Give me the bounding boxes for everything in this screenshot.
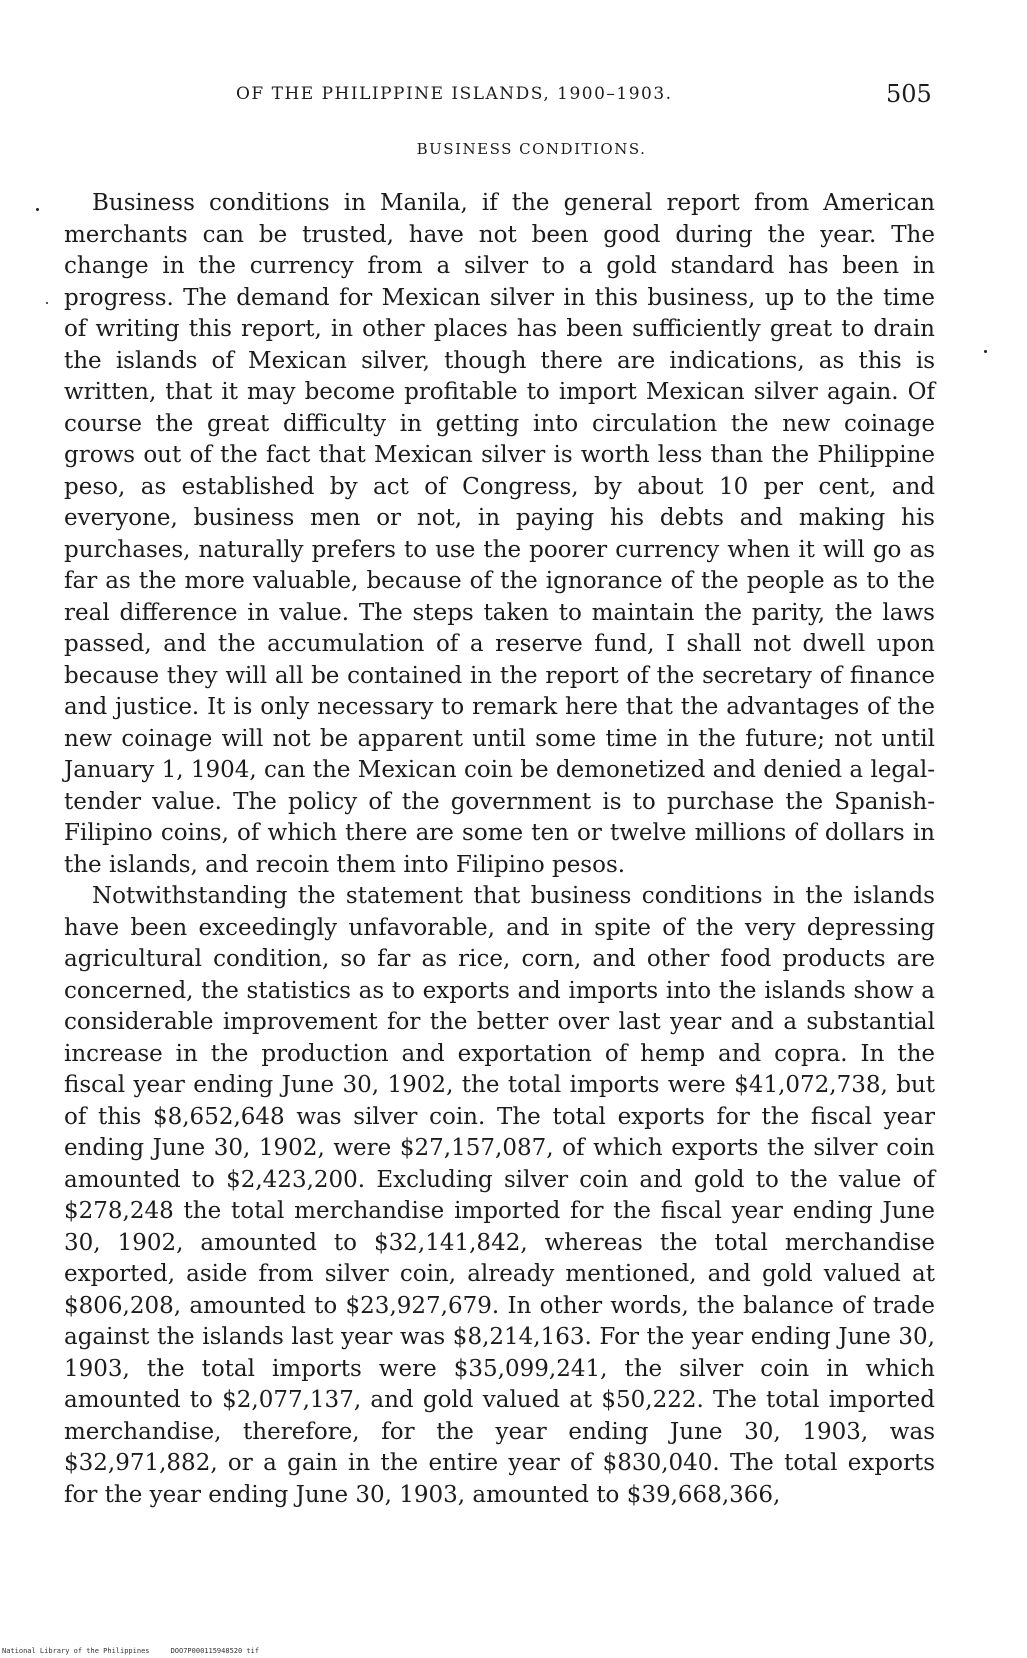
running-head (0, 80, 1027, 114)
section-heading: BUSINESS CONDITIONS. (416, 140, 647, 158)
scan-speck (984, 350, 987, 353)
paragraph-business-conditions: Business conditions in Manila, if the general report from American merchants can be trusted, have not been good during the year. The change in the currency from a silver to a gold standard has been in progress. The demand for Mexican silver in this business, up to the time of writing this report, in other places has been sufficiently great to drain the islands of Mexican silver, though there are indications, as this is written, that it may become profitable to import Mexican silver again. Of course the great difficulty in getting into circulation the new coinage grows out of the fact that Mexican silver is worth less than the Philippine peso, as established by act of Congress, by about 10 per cent, and everyone, business men or not, in paying his debts and making his purchases, naturally prefers to use the poorer currency when it will go as far as the more valuable, because of the ignorance of the people as to the real difference in value. The steps taken to maintain the parity, the laws passed, and the accumulation of a reserve fund, I shall not dwell upon because they will all be contained in the report of the secretary of finance and justice. It is only necessary to remark here that the advantages of the new coinage will not be apparent until some time in the future; not until January 1, 1904, can the Mexican coin be demonetized and denied a legal-tender value. The policy of the government is to purchase the Spanish-Filipino coins, of which there are some ten or twelve millions of dollars in the islands, and recoin them into Filipino pesos. (64, 190, 935, 878)
scan-speck (46, 302, 48, 304)
scan-speck (36, 208, 39, 211)
running-title: OF THE PHILIPPINE ISLANDS, 1900–1903. (236, 84, 673, 104)
paragraph-trade-statistics: Notwithstanding the statement that business conditions in the islands have been exceedingly unfavorable, and in spite of the very depressing agricultural condition, so far as rice, corn, and other food products are concerned, the statistics as to exports and imports into the islands show a considerable improvement for the better over last year and a substantial increase in the production and exportation of hemp and copra. In the fiscal year ending June 30, 1902, the total imports were $41,072,738, but of this $8,652,648 was silver coin. The total exports for the fiscal year ending June 30, 1902, were $27,157,087, of which exports the silver coin amounted to $2,423,200. Excluding silver coin and gold to the value of $278,248 the total merchandise imported for the fiscal year ending June 30, 1902, amounted to $32,141,842, whereas the total merchandise exported, aside from silver coin, already mentioned, and gold valued at $806,208, amounted to $23,927,679. In other words, the balance of trade against the islands last year was $8,214,163. For the year ending June 30, 1903, the total imports were $35,099,241, the silver coin in which amounted to $2,077,137, and gold valued at $50,222. The total imported merchandise, therefore, for the year ending June 30, 1903, was $32,971,882, or a gain in the entire year of $830,040. The total exports for the year ending June 30, 1903, amounted to $39,668,366, (64, 883, 935, 1508)
page-number: 505 (886, 80, 932, 108)
body-text (64, 188, 935, 1511)
library-stamp: National Library of the Philippines DOO7P000115948520 tif (2, 1647, 260, 1655)
